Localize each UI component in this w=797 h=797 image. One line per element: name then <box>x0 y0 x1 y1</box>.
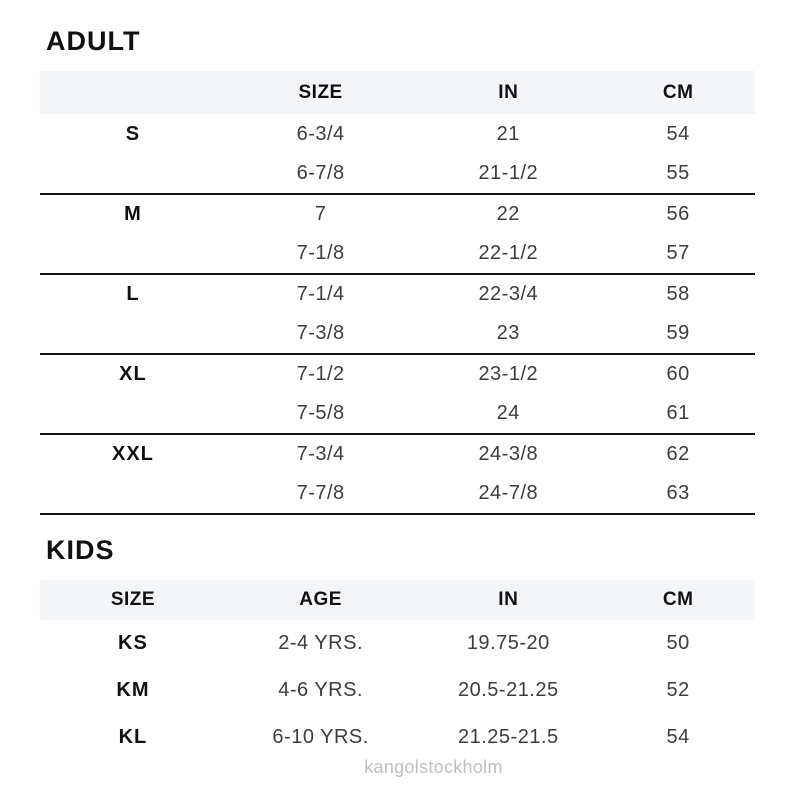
cm-value: 60 <box>666 363 690 385</box>
cm-value: 63 <box>666 482 690 504</box>
table-row <box>40 194 755 234</box>
table-row <box>40 667 755 714</box>
size-value: 7-1/4 <box>296 283 345 305</box>
size-value: 6-7/8 <box>296 162 345 184</box>
cm-value: 56 <box>666 203 690 225</box>
table-row <box>40 154 755 194</box>
cm-value: 57 <box>666 242 690 264</box>
size-value: 7-5/8 <box>296 402 345 424</box>
adult-group-m <box>40 194 755 274</box>
in-value: 24 <box>496 402 520 424</box>
column-header-size: SIZE <box>40 580 226 620</box>
size-value: 7-1/2 <box>296 363 345 385</box>
table-row <box>40 114 755 154</box>
footer <box>76 757 791 778</box>
size-value: 7-3/4 <box>296 443 345 465</box>
adult-group-l <box>40 274 755 354</box>
size-value: 7-3/8 <box>296 322 345 344</box>
in-value: 22 <box>496 203 520 225</box>
column-header-size: SIZE <box>226 71 415 114</box>
size-value: 7-1/8 <box>296 242 345 264</box>
header-row <box>40 580 755 620</box>
in-value: 23-1/2 <box>478 363 539 385</box>
header-row <box>40 71 755 114</box>
column-header-cm: CM <box>601 71 755 114</box>
column-header-in: IN <box>415 580 601 620</box>
kids-section-title: KIDS <box>46 535 115 565</box>
site-watermark: kangolstockholm <box>364 757 503 777</box>
size-label: L <box>126 283 140 305</box>
in-value: 21 <box>496 122 520 145</box>
in-value: 23 <box>496 322 520 344</box>
column-header-age: AGE <box>226 580 415 620</box>
in-value: 24-7/8 <box>478 482 539 504</box>
table-row <box>40 274 755 314</box>
in-value: 22-3/4 <box>478 283 539 305</box>
table-row <box>40 234 755 274</box>
size-label <box>40 474 226 514</box>
cm-value: 50 <box>666 632 690 654</box>
table-row <box>40 354 755 394</box>
size-label: S <box>125 122 141 145</box>
kids-size-table <box>40 580 755 761</box>
table-row <box>40 714 755 761</box>
adult-table-header <box>40 71 755 114</box>
cm-value: 55 <box>666 162 690 184</box>
size-label: KM <box>116 679 150 701</box>
cm-value: 54 <box>666 122 690 145</box>
column-header-cm: CM <box>601 580 755 620</box>
kids-table-header <box>40 580 755 620</box>
adult-section-title: ADULT <box>46 26 141 56</box>
size-label <box>40 234 226 274</box>
adult-size-table <box>40 71 755 515</box>
table-row <box>40 474 755 514</box>
size-label <box>40 394 226 434</box>
size-label: M <box>124 203 142 225</box>
in-value: 19.75-20 <box>466 632 550 654</box>
adult-group-xxl <box>40 434 755 514</box>
adult-group-s <box>40 114 755 194</box>
kids-table-body <box>40 620 755 761</box>
in-value: 21.25-21.5 <box>457 726 559 748</box>
age-value: 6-10 YRS. <box>272 726 369 748</box>
table-row <box>40 620 755 667</box>
cm-value: 59 <box>666 322 690 344</box>
cm-value: 61 <box>666 402 690 424</box>
column-header-blank <box>40 71 226 114</box>
size-label: XXL <box>111 443 154 465</box>
in-value: 21-1/2 <box>478 162 539 184</box>
in-value: 20.5-21.25 <box>457 679 559 701</box>
column-header-in: IN <box>415 71 601 114</box>
size-label <box>40 314 226 354</box>
in-value: 24-3/8 <box>478 443 539 465</box>
age-value: 2-4 YRS. <box>278 632 364 654</box>
size-label: KL <box>118 726 148 748</box>
cm-value: 62 <box>666 443 690 465</box>
size-label: XL <box>119 363 147 385</box>
size-value: 7-7/8 <box>296 482 345 504</box>
adult-group-xl <box>40 354 755 434</box>
cm-value: 54 <box>666 726 690 748</box>
size-label <box>40 154 226 194</box>
size-value: 6-3/4 <box>296 122 345 145</box>
cm-value: 52 <box>666 679 690 701</box>
size-value: 7 <box>314 203 327 225</box>
size-label: KS <box>118 632 148 654</box>
table-row <box>40 394 755 434</box>
in-value: 22-1/2 <box>478 242 539 264</box>
table-row <box>40 314 755 354</box>
table-row <box>40 434 755 474</box>
cm-value: 58 <box>666 283 690 305</box>
age-value: 4-6 YRS. <box>278 679 364 701</box>
